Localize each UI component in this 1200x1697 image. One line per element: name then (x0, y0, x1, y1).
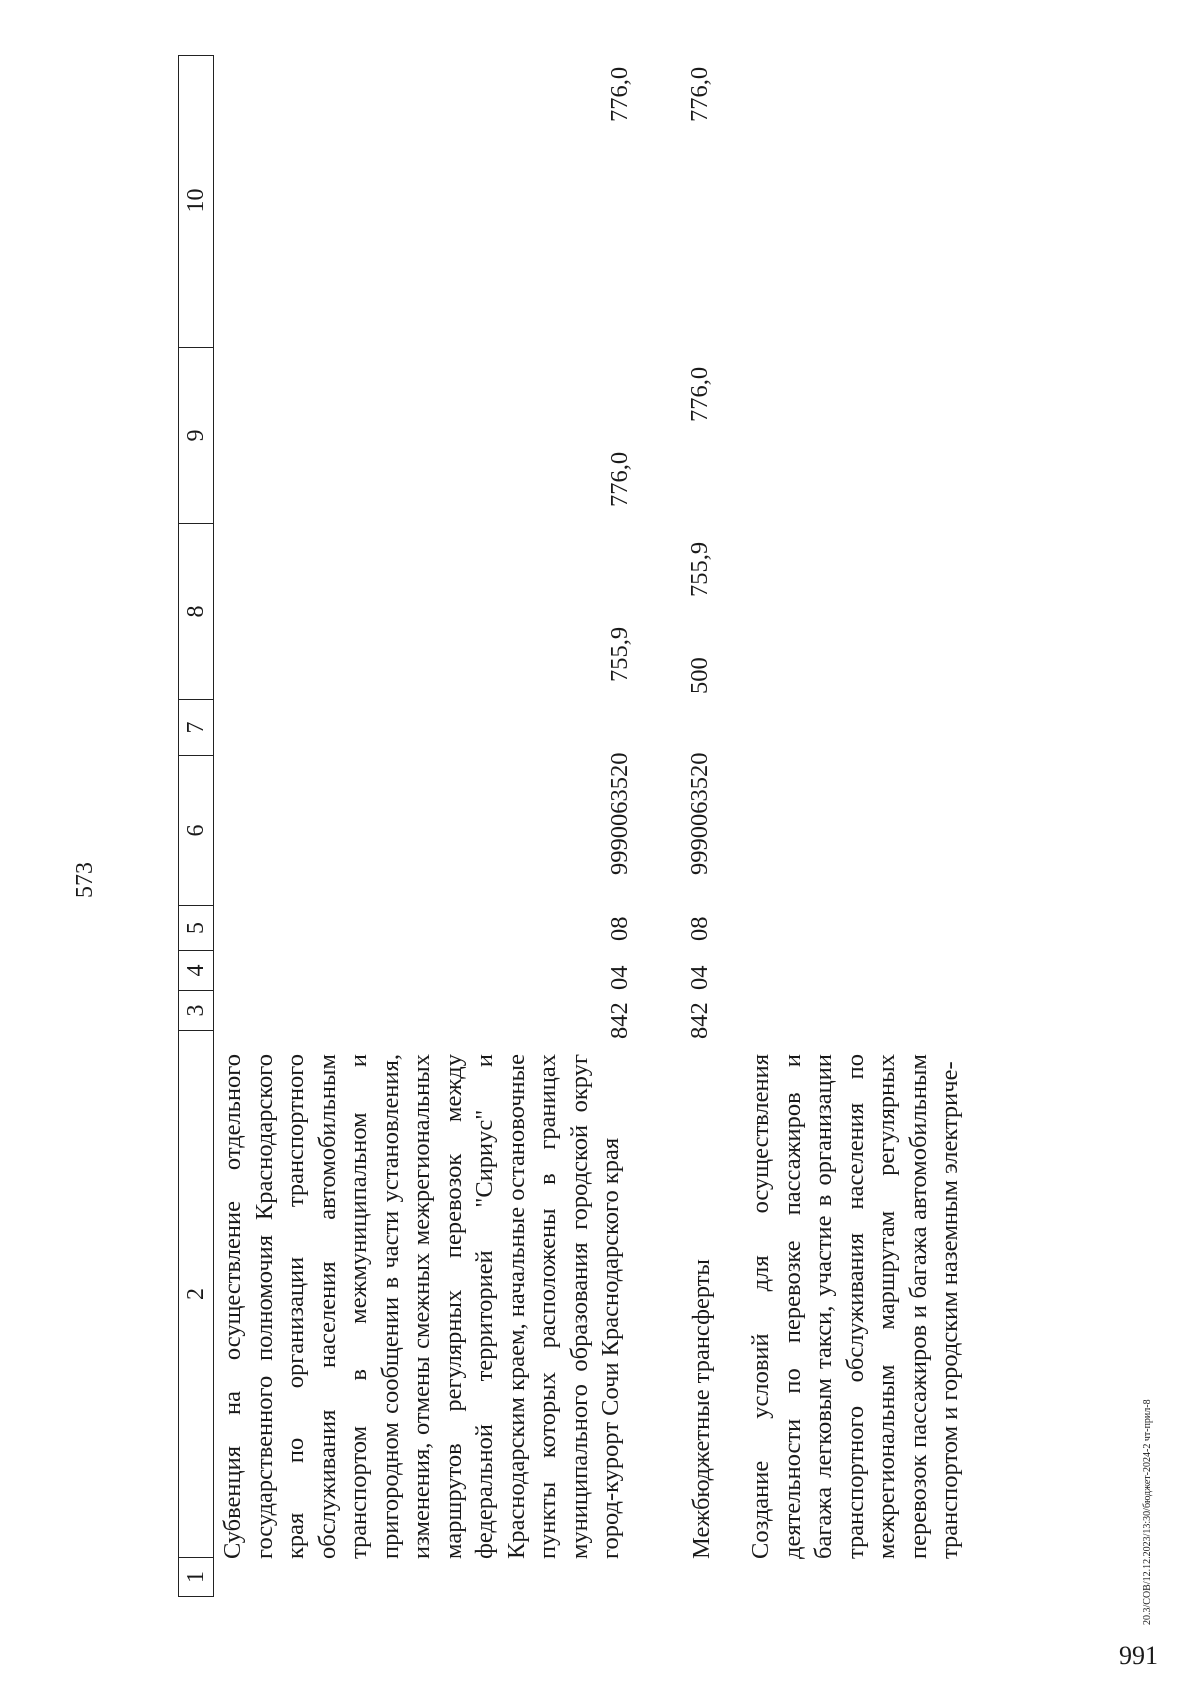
row-1-description: Субвенция на осуществление отдельного государственного полномочия Краснодарского края по организации транспортного обслуживания населения автомобильным транспортом в межмуниципальном и пригородном сообщении в части установления, изменения, отмены смежных межрегиональных маршрутов регулярных перевозок между федеральной территорией "Сириус" и Краснодарским краем, начальные остановочные пункты которых расположены в границах муниципального образования городской округ город-курорт Сочи Краснодарского края (219, 1054, 624, 1559)
row-1-col-8: 755,9 (606, 626, 633, 682)
row-3-description: Создание условий для осуществления деятельности по перевозке пассажиров и багажа легковым такси, участие в организации транспортного обслуживания населения по межрегиональным маршрутам регулярных перевозок пассажиров и багажа автомобильным транспортом и городским наземным электриче- (747, 1054, 963, 1559)
header-col-8: 8 (179, 524, 213, 700)
header-col-7: 7 (179, 700, 213, 756)
table-header-row (178, 55, 214, 1597)
header-col-9: 9 (179, 348, 213, 524)
header-col-6: 6 (179, 756, 213, 906)
row-2-col-4: 04 (686, 965, 713, 990)
header-col-5: 5 (179, 906, 213, 951)
row-1-col-9: 776,0 (606, 451, 633, 507)
document-code: 20.3/СОВ/12.12.2023/13:30/бюджет-2024-2 чт-прил-8 (1142, 1399, 1153, 1625)
row-2-col-6: 9990063520 (686, 752, 713, 875)
row-2-col-5: 08 (686, 916, 713, 941)
row-1-col-6: 9990063520 (606, 752, 633, 875)
row-2-col-3: 842 (686, 1002, 713, 1039)
row-1-col-4: 04 (606, 965, 633, 990)
page-number: 573 (72, 862, 98, 898)
header-col-10: 10 (179, 54, 213, 348)
row-1-col-5: 08 (606, 916, 633, 941)
row-1-col-3: 842 (606, 1002, 633, 1039)
row-2-col-10: 776,0 (686, 66, 713, 122)
header-col-1: 1 (182, 1571, 209, 1583)
row-2-description: Межбюджетные трансферты (688, 1259, 715, 1559)
row-1-col-10: 776,0 (606, 66, 633, 122)
scan-page-number: 991 (1119, 1641, 1158, 1670)
header-col-4: 4 (179, 951, 213, 991)
row-2-col-8: 755,9 (686, 541, 713, 597)
header-col-3: 3 (179, 991, 213, 1031)
row-2-col-9: 776,0 (686, 366, 713, 422)
header-col-2: 2 (179, 1031, 213, 1558)
row-2-col-7: 500 (686, 657, 713, 694)
